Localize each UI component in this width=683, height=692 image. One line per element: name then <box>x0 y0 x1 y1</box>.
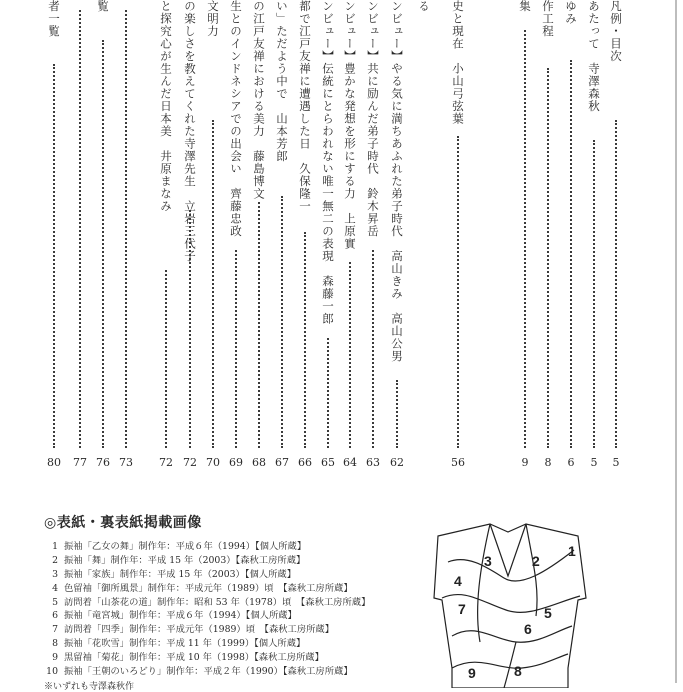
region-line <box>478 524 490 642</box>
region-number: 4 <box>454 573 462 589</box>
toc-title: 史と現在 小山弓弦葉 <box>451 0 465 125</box>
list-item <box>44 637 424 651</box>
toc-entry <box>93 0 113 478</box>
item-number: 2 <box>52 554 58 566</box>
toc-title: 文明力 <box>206 0 220 38</box>
item-text: 訪問着「四季」制作年：平成元年（1989）頃 【森秋工房所蔵】 <box>64 624 335 636</box>
region-number: 1 <box>568 543 576 559</box>
leader-dots <box>593 140 595 448</box>
toc-title: 都で江戸友禅に遭遇した日 久保隆一 <box>298 0 312 213</box>
list-item <box>44 596 424 610</box>
list-item <box>44 582 424 596</box>
toc-page: 8 <box>544 456 552 469</box>
leader-dots <box>349 262 351 448</box>
list-item <box>44 623 424 637</box>
toc-entry <box>226 0 246 478</box>
toc-page: 62 <box>390 456 404 469</box>
region-number: 3 <box>484 553 492 569</box>
region-number: 2 <box>532 553 540 569</box>
item-text: 振袖「竜宮城」制作年：平成６年（1994）【個人所蔵】 <box>64 610 297 622</box>
list-item <box>44 540 424 554</box>
item-text: 振袖「花吹雪」制作年：平成 11 年（1999）【個人所蔵】 <box>64 638 306 650</box>
item-number: 4 <box>52 582 58 594</box>
toc-title: ンビュー】やる気に満ちあふれた弟子時代 高山きみ 高山公男 <box>390 0 404 363</box>
section-title: ◎表紙・裏表紙掲載画像 <box>44 515 202 531</box>
item-text: 訪問着「山茶花の道」制作年：昭和 53 年（1978）頃 【森秋工房所蔵】 <box>64 596 371 608</box>
toc-entry <box>70 0 90 478</box>
list-item <box>44 554 424 568</box>
cover-image-list <box>44 540 424 679</box>
item-text: 黒留袖「菊花」制作年：平成 10 年（1998）【森秋工房所蔵】 <box>64 652 324 664</box>
toc-entry <box>448 0 468 478</box>
kimono-layout-diagram <box>428 518 592 688</box>
toc-page: 76 <box>96 456 110 469</box>
region-number: 6 <box>524 621 532 637</box>
item-number: 6 <box>52 610 58 622</box>
toc-page: 70 <box>206 456 220 469</box>
leader-dots <box>372 250 374 448</box>
region-number: 9 <box>468 665 476 681</box>
toc-entry <box>414 0 434 478</box>
toc-entry <box>363 0 383 478</box>
leader-dots <box>212 120 214 448</box>
toc-entry <box>606 0 626 478</box>
toc-entry <box>272 0 292 478</box>
toc-entry <box>538 0 558 478</box>
toc-page: 56 <box>451 456 465 469</box>
leader-dots <box>258 202 260 448</box>
toc-page: 64 <box>343 456 357 469</box>
item-number: 10 <box>46 666 58 678</box>
leader-dots <box>53 64 55 448</box>
toc-title: 凡例・目次 <box>609 0 623 63</box>
toc-page: 68 <box>252 456 266 469</box>
toc-page: 6 <box>567 456 575 469</box>
leader-dots <box>79 10 81 448</box>
toc-page: 77 <box>73 456 87 469</box>
toc-entry <box>203 0 223 478</box>
toc-entry <box>44 0 64 478</box>
region-number: 7 <box>458 601 466 617</box>
leader-dots <box>125 10 127 448</box>
list-item <box>44 568 424 582</box>
toc-page: 66 <box>298 456 312 469</box>
toc-page: 67 <box>275 456 289 469</box>
list-item <box>44 651 424 665</box>
toc-page: 5 <box>590 456 598 469</box>
item-text: 振袖「乙女の舞」制作年：平成６年（1994）【個人所蔵】 <box>64 541 307 552</box>
toc-title: 者一覧 <box>47 0 61 38</box>
toc-title: ンビュー】豊かな発想を形にする力 上原實 <box>343 0 357 250</box>
region-number: 8 <box>514 663 522 679</box>
region-number: 5 <box>544 605 552 621</box>
toc-page: 73 <box>119 456 133 469</box>
toc-page: 9 <box>521 456 529 469</box>
leader-dots <box>524 30 526 448</box>
toc-entry <box>387 0 407 478</box>
leader-dots <box>304 232 306 448</box>
list-item <box>44 609 424 623</box>
region-line <box>452 626 572 642</box>
toc-title: あたって 寺澤森秋 <box>587 0 601 113</box>
toc-title: ゆみ <box>564 0 578 25</box>
toc-entry <box>584 0 604 478</box>
item-text: 振袖「舞」制作年：平成 15 年（2003）【森秋工房所蔵】 <box>64 554 306 566</box>
item-number: 9 <box>52 652 58 664</box>
footnote: ※いずれも寺澤森秋作 <box>44 682 135 692</box>
item-text: 振袖「家族」制作年：平成 15 年（2003）【個人所蔵】 <box>64 568 296 580</box>
toc-entry <box>561 0 581 478</box>
leader-dots <box>547 68 549 448</box>
toc-page: 72 <box>159 456 173 469</box>
leader-dots <box>281 196 283 448</box>
toc-page: 72 <box>183 456 197 469</box>
toc-title: る <box>417 0 431 13</box>
toc-entry <box>249 0 269 478</box>
list-item <box>44 665 424 679</box>
toc-entry <box>295 0 315 478</box>
toc-entry <box>116 0 136 478</box>
toc-page: 5 <box>612 456 620 469</box>
item-text: 振袖「王朝のいろどり」制作年：平成２年（1990）【森秋工房所蔵】 <box>64 666 353 678</box>
toc-entry <box>156 0 176 478</box>
leader-dots <box>235 250 237 448</box>
item-number: 3 <box>52 568 58 580</box>
toc-title: の江戸友禅における美力 藤島博文 <box>252 0 266 200</box>
toc-title: と探究心が生んだ日本美 井原まなみ <box>159 0 173 213</box>
leader-dots <box>165 270 167 448</box>
leader-dots <box>396 380 398 448</box>
toc-page: 65 <box>321 456 335 469</box>
toc-title: 作工程 <box>541 0 555 38</box>
toc-page: 69 <box>229 456 243 469</box>
toc-title: い」ただよう中で 山本芳郎 <box>275 0 289 163</box>
toc-entry <box>515 0 535 478</box>
toc-title: の楽しさを教えてくれた寺澤先生 立岩三代子 <box>183 0 197 263</box>
toc-title: 覧 <box>96 0 110 13</box>
leader-dots <box>615 120 617 448</box>
toc-entry <box>318 0 338 478</box>
toc-entry <box>180 0 200 478</box>
region-line <box>526 524 537 616</box>
toc-title: 集 <box>518 0 532 13</box>
leader-dots <box>102 40 104 448</box>
toc-page: 80 <box>47 456 61 469</box>
leader-dots <box>327 338 329 448</box>
item-number: 8 <box>52 638 58 650</box>
toc-title: 生とのインドネシアでの出会い 齊藤忠政 <box>229 0 243 238</box>
leader-dots <box>570 60 572 448</box>
page-edge-line <box>675 0 677 683</box>
toc-title: ンビュー】伝統にとらわれない唯一無二の表現 森藤一郎 <box>321 0 335 325</box>
leader-dots <box>457 136 459 448</box>
toc-entry <box>340 0 360 478</box>
leader-dots <box>189 210 191 448</box>
item-number: 7 <box>52 624 58 636</box>
toc-title: ンビュー】共に励んだ弟子時代 鈴木昇岳 <box>366 0 380 238</box>
item-number: 1 <box>52 541 58 552</box>
toc-page: 63 <box>366 456 380 469</box>
item-text: 色留袖「御所風景」制作年：平成元年（1989）頃 【森秋工房所蔵】 <box>64 582 353 594</box>
item-number: 5 <box>52 596 58 608</box>
